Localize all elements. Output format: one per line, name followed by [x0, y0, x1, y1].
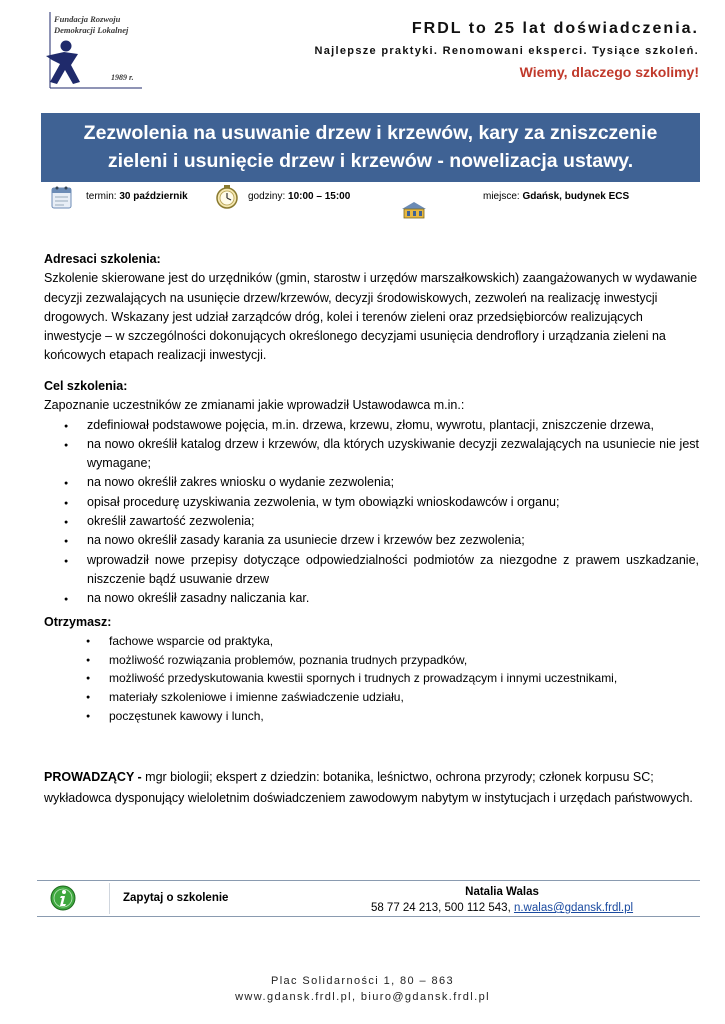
banner-title-line2: zieleni i usunięcie drzew i krzewów - nowelizacja ustawy. [107, 150, 634, 172]
section-otrzymasz [44, 613, 699, 725]
calendar-icon [50, 184, 74, 210]
title-banner [41, 113, 700, 182]
contact-box [37, 880, 700, 917]
clock-icon [214, 184, 240, 210]
prowadzacy-label: PROWADZĄCY - [44, 770, 142, 784]
list-item: ● zdefiniował podstawowe pojęcia, m.in. drzewa, krzewu, złomu, wywrotu, plantacji, zniszczenie drzewa, [44, 416, 699, 435]
list-item: ● opisał procedurę uzyskiwania zezwolenia, w tym obowiązki wnioskodawców i organu; [44, 493, 699, 512]
list-item: ● możliwość rozwiązania problemów, poznania trudnych przypadków, [44, 651, 699, 670]
list-item: ● określił zawartość zezwolenia; [44, 512, 699, 531]
section-prowadzacy [44, 767, 699, 809]
list-item: ● fachowe wsparcie od praktyka, [44, 632, 699, 651]
otrzymasz-list [44, 632, 699, 725]
header-title: FRDL to 25 lat doświadczenia. [411, 20, 699, 37]
list-item: ● na nowo określił zakres wniosku o wydanie zezwolenia; [44, 473, 699, 492]
list-item: ● materiały szkoleniowe i imienne zaświadczenie udziału, [44, 688, 699, 707]
cel-heading: Cel szkolenia: [44, 379, 128, 393]
list-item: ● możliwość przedyskutowania kwestii spornych i trudnych z prowadzącym i innymi uczestnikami, [44, 669, 699, 688]
list-item: ● na nowo określił zasady karania za usuniecie drzew i krzewów bez zezwolenia; [44, 531, 699, 550]
adresaci-heading: Adresaci szkolenia: [44, 252, 161, 266]
prowadzacy-text: mgr biologii; ekspert z dziedzin: botanika, leśnictwo, ochrona przyrody; członek korpusu SC; wykładowca dysponujący wieloletnim doświadczeniem zawodowym nabytym w instytucjach i urzędach państwowych. [44, 770, 693, 805]
training-hours: godziny: 10:00 – 15:00 [248, 191, 351, 202]
footer-web: www.gdansk.frdl.pl, biuro@gdansk.frdl.pl [235, 991, 490, 1003]
list-item: ● na nowo określił katalog drzew i krzewów, dla których uzyskiwanie decyzji zezwalających na usuniecie nie jest wymagane; [44, 435, 699, 474]
header-subtitle: Najlepsze praktyki. Renomowani eksperci. Tysiące szkoleń. [314, 45, 699, 57]
building-icon [400, 200, 428, 220]
list-item: ● na nowo określił zasadny naliczania kar. [44, 589, 699, 608]
list-item: ● wprowadził nowe przepisy dotyczące odpowiedzialności podmiotów za niezgodne z prawem uszkadzanie, niszczenie bądź usuwanie drzew [44, 551, 699, 590]
banner-title-line1: Zezwolenia na usuwanie drzew i krzewów, kary za zniszczenie [83, 122, 658, 144]
logo-year: 1989 r. [111, 73, 134, 82]
training-date: termin: 30 październik [86, 191, 188, 202]
cel-intro: Zapoznanie uczestników ze zmianami jakie wprowadził Ustawodawca m.in.: [44, 398, 465, 413]
footer-address: Plac Solidarności 1, 80 – 863 [270, 975, 455, 987]
logo-text-line1: Fundacja Rozwoju [54, 14, 121, 24]
contact-email-link[interactable]: n.walas@gdansk.frdl.pl [513, 902, 634, 914]
frdl-logo [38, 10, 144, 90]
header-slogan: Wiemy, dlaczego szkolimy! [519, 64, 699, 80]
training-place: miejsce: Gdańsk, budynek ECS [483, 191, 630, 202]
cel-list [44, 416, 699, 609]
contact-name: Natalia Walas [465, 886, 539, 898]
contact-phones: 58 77 24 213, 500 112 543, [370, 902, 514, 914]
contact-details [307, 884, 697, 916]
logo-text-line2: Demokracji Lokalnej [54, 25, 129, 35]
section-cel [44, 377, 699, 609]
info-icon [49, 884, 79, 912]
section-adresaci [44, 250, 699, 366]
ask-about-training: Zapytaj o szkolenie [123, 892, 229, 904]
list-item: ● poczęstunek kawowy i lunch, [44, 707, 699, 726]
otrzymasz-heading: Otrzymasz: [44, 615, 112, 629]
adresaci-text: Szkolenie skierowane jest do urzędników (gmin, starostw i urzędów marszałkowskich) zaangażowanych w wydawanie decyzji zezwalających na usunięcie drzew/krzewów, decyzji środowiskowych, zezwoleń na realizację inwestycji drogowych. Wskazany jest udział zarządców dróg, kolei i terenów zieleni oraz przedsiębiorców realizujących inwestycje – w szczególności dokonujących określonego decyzjami usunięcia dendroflory i urządzania zieleni na końcowych etapach realizacji inwestycji. [44, 271, 698, 363]
